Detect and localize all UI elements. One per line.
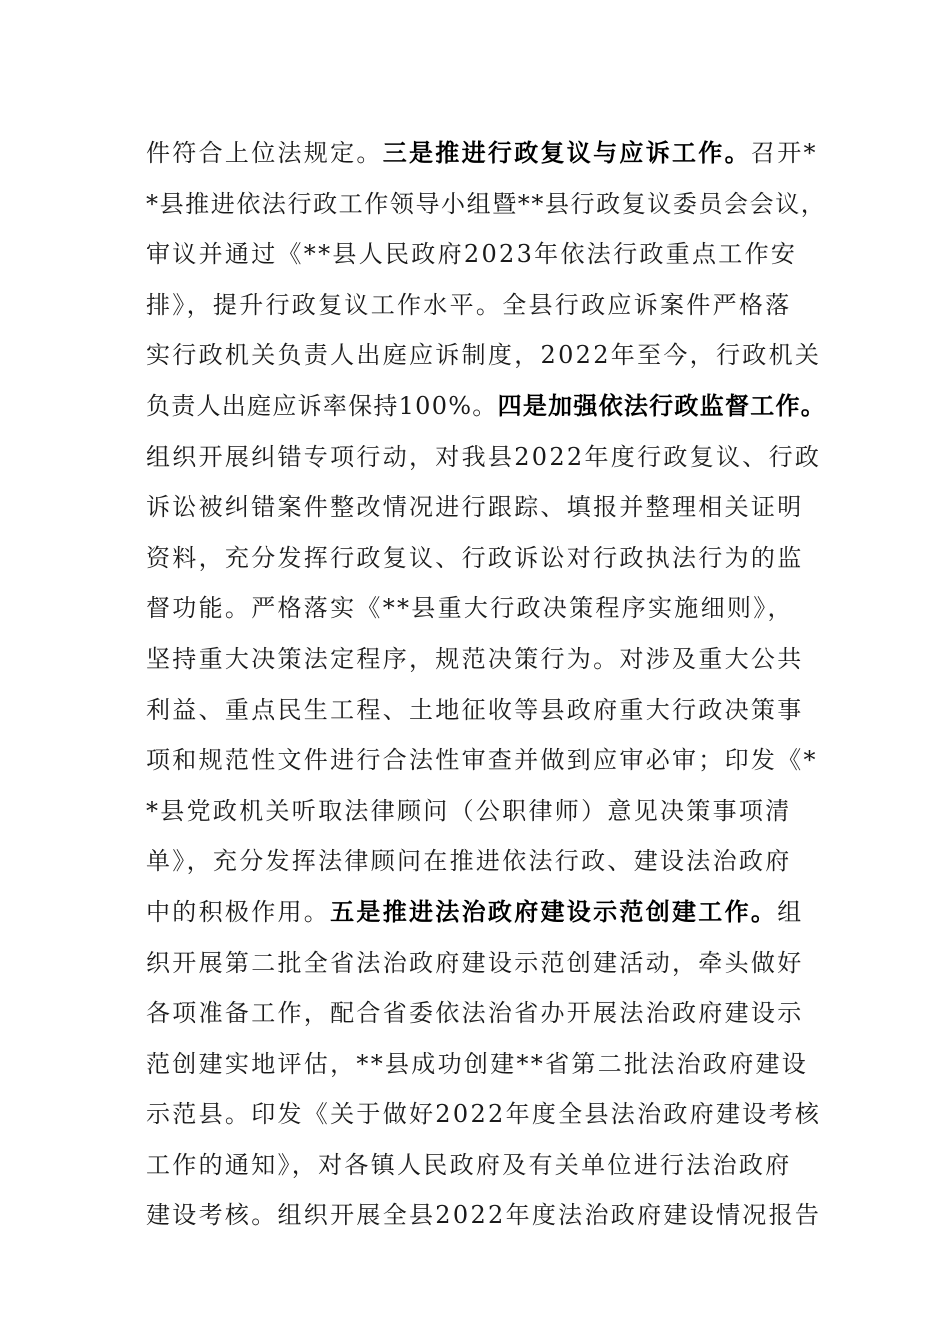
text-segment: 诉讼被纠错案件整改情况进行跟踪、填报并整理相关证明 [146, 493, 804, 522]
text-segment: 坚持重大决策法定程序，规范决策行为。对涉及重大公共 [146, 644, 804, 673]
text-segment: 排》，提升行政复议工作水平。全县行政应诉案件严格落 [146, 290, 792, 319]
text-line [146, 735, 826, 786]
text-line [146, 887, 826, 938]
text-line [146, 988, 826, 1039]
text-segment: *县推进依法行政工作领导小组暨**县行政复议委员会会议， [146, 189, 827, 218]
text-line [146, 229, 826, 280]
text-line [146, 179, 826, 230]
text-segment: 建设考核。组织开展全县2022年度法治政府建设情况报告 [146, 1201, 822, 1230]
text-segment: 组 [777, 897, 804, 926]
bold-heading-segment: 三是推进行政复议与应诉工作。 [382, 139, 751, 167]
body-text [146, 128, 826, 1241]
text-segment: 单》，充分发挥法律顾问在推进依法行政、建设法治政府 [146, 847, 792, 876]
text-segment: 项和规范性文件进行合法性审查并做到应审必审；印发《* [146, 746, 818, 775]
text-segment: 督功能。严格落实《**县重大行政决策程序实施细则》， [146, 594, 794, 623]
text-line [146, 1039, 826, 1090]
text-line [146, 1190, 826, 1241]
text-line [146, 685, 826, 736]
text-segment: 范创建实地评估，**县成功创建**省第二批法治政府建设 [146, 1049, 809, 1078]
text-line [146, 634, 826, 685]
text-segment: 实行政机关负责人出庭应诉制度，2022年至今，行政机关 [146, 341, 822, 370]
text-segment: 审议并通过《**县人民政府2023年依法行政重点工作安 [146, 240, 798, 269]
text-line [146, 482, 826, 533]
text-segment: 示范县。印发《关于做好2022年度全县法治政府建设考核 [146, 1100, 822, 1129]
text-line [146, 1089, 826, 1140]
text-segment: 召开* [750, 139, 818, 167]
text-segment: 组织开展纠错专项行动，对我县2022年度行政复议、行政 [146, 442, 822, 471]
text-segment: 工作的通知》，对各镇人民政府及有关单位进行法治政府 [146, 1150, 792, 1179]
text-line [146, 786, 826, 837]
text-segment: 件符合上位法规定。 [146, 139, 383, 167]
bold-heading-segment: 四是加强依法行政监督工作。 [497, 391, 827, 420]
text-segment: 中的积极作用。 [146, 897, 331, 926]
text-line [146, 280, 826, 331]
text-line [146, 432, 826, 483]
text-segment: 织开展第二批全省法治政府建设示范创建活动，牵头做好 [146, 948, 804, 977]
text-segment: 负责人出庭应诉率保持100%。 [146, 391, 498, 420]
text-segment: 资料，充分发挥行政复议、行政诉讼对行政执法行为的监 [146, 543, 804, 572]
text-line [146, 330, 826, 381]
text-line [146, 583, 826, 634]
text-line [146, 128, 826, 179]
text-segment: 各项准备工作，配合省委依法治省办开展法治政府建设示 [146, 999, 804, 1028]
text-line [146, 533, 826, 584]
text-line [146, 381, 826, 432]
text-line [146, 1140, 826, 1191]
text-line [146, 836, 826, 887]
text-line [146, 938, 826, 989]
bold-heading-segment: 五是推进法治政府建设示范创建工作。 [330, 897, 778, 926]
text-segment: *县党政机关听取法律顾问（公职律师）意见决策事项清 [146, 796, 792, 825]
text-segment: 利益、重点民生工程、土地征收等县政府重大行政决策事 [146, 695, 804, 724]
